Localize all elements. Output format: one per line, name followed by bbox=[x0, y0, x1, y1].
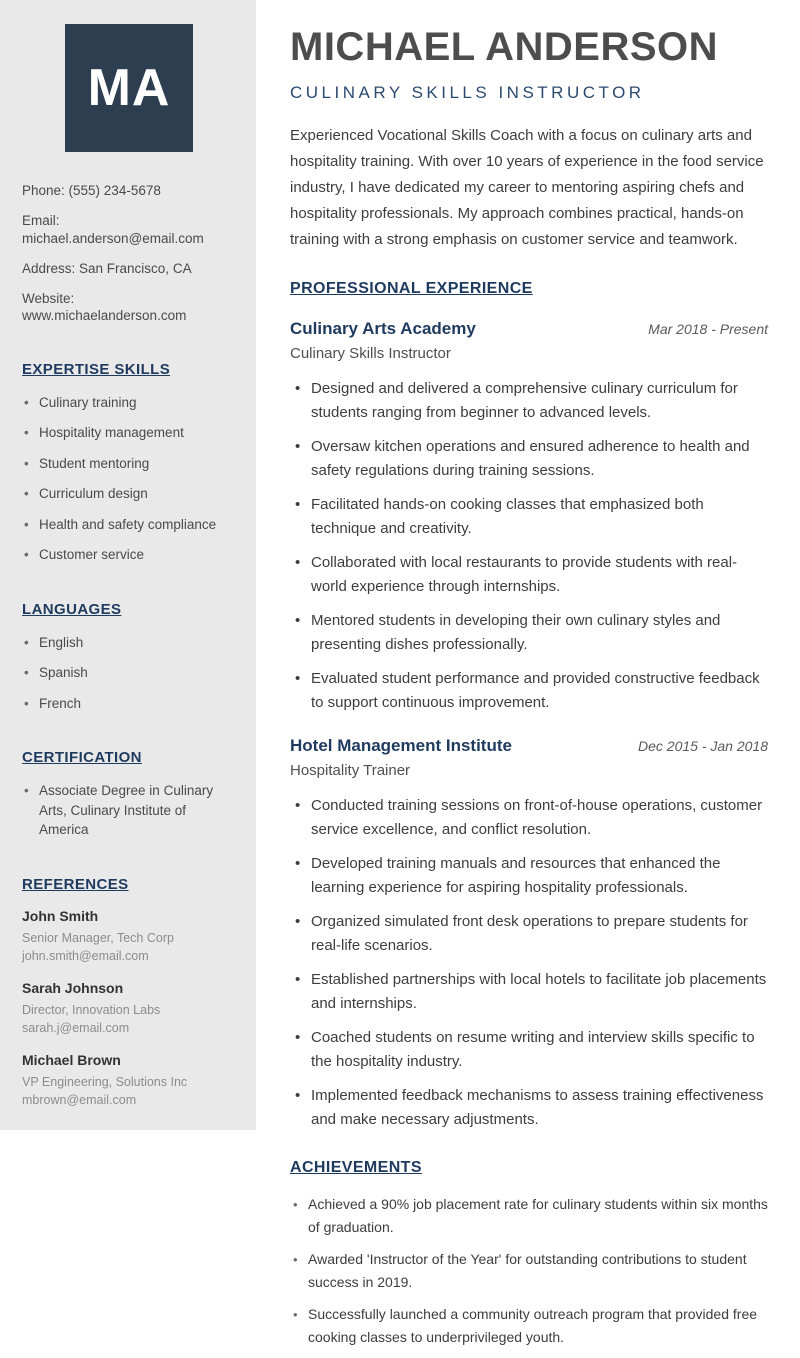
list-item: • English bbox=[22, 633, 236, 653]
achievement-item: • Achieved a 90% job placement rate for culinary students within six months of graduation. bbox=[290, 1193, 768, 1239]
expertise-skills-heading: EXPERTISE SKILLS bbox=[22, 360, 171, 378]
contact-address: Address: San Francisco, CA bbox=[22, 260, 192, 276]
reference-title: VP Engineering, Solutions Inc bbox=[22, 1074, 188, 1089]
list-item: • Customer service bbox=[22, 545, 236, 565]
job-role: Hospitality Trainer bbox=[290, 762, 411, 779]
achievements-list bbox=[290, 1193, 768, 1349]
languages-list bbox=[22, 633, 236, 714]
job-dates: Mar 2018 - Present bbox=[648, 321, 768, 337]
reference-name: Sarah Johnson bbox=[22, 979, 124, 996]
company-name: Hotel Management Institute bbox=[290, 736, 512, 755]
job-entry bbox=[290, 319, 768, 715]
section-expertise-skills bbox=[22, 361, 236, 565]
job-entry bbox=[290, 736, 768, 1132]
job-bullet: • Implemented feedback mechanisms to assess training effectiveness and make necessary adjustments. bbox=[290, 1084, 768, 1132]
list-item: • French bbox=[22, 694, 236, 714]
list-item: • Student mentoring bbox=[22, 454, 236, 474]
job-bullet: • Oversaw kitchen operations and ensured adherence to health and safety regulations during training sessions. bbox=[290, 435, 768, 483]
page-title: MICHAEL ANDERSON bbox=[290, 25, 719, 69]
main-content bbox=[290, 26, 768, 1358]
job-header bbox=[290, 319, 768, 339]
job-bullet: • Coached students on resume writing and interview skills specific to the hospitality industry. bbox=[290, 1026, 768, 1074]
achievements-heading: ACHIEVEMENTS bbox=[290, 1159, 422, 1176]
contact-phone: Phone: (555) 234-5678 bbox=[22, 183, 161, 198]
certification-heading: CERTIFICATION bbox=[22, 749, 142, 767]
job-bullet: • Facilitated hands-on cooking classes that emphasized both technique and creativity. bbox=[290, 493, 768, 541]
certification-list bbox=[22, 781, 236, 840]
expertise-skills-list bbox=[22, 393, 236, 565]
contact-email: Email: michael.anderson@email.com bbox=[22, 213, 204, 246]
list-item: • Culinary training bbox=[22, 393, 236, 413]
contact-info bbox=[22, 182, 236, 325]
achievement-item: • Awarded 'Instructor of the Year' for outstanding contributions to student success in 2019. bbox=[290, 1248, 768, 1294]
reference-name: Michael Brown bbox=[22, 1051, 121, 1068]
languages-heading: LANGUAGES bbox=[22, 600, 122, 618]
section-languages bbox=[22, 601, 236, 714]
list-item: • Associate Degree in Culinary Arts, Culinary Institute of America bbox=[22, 781, 236, 840]
reference-email: john.smith@email.com bbox=[22, 948, 149, 963]
summary-paragraph: Experienced Vocational Skills Coach with a focus on culinary arts and hospitality training. With over 10 years of experience in the food service industry, I have dedicated my career to mentoring aspiring chefs and hospitality professionals. My approach combines practical, hands-on training with a strong emphasis on customer service and teamwork. bbox=[290, 127, 764, 248]
job-bullet: • Mentored students in developing their own culinary styles and presenting dishes professionally. bbox=[290, 609, 768, 657]
list-item: • Spanish bbox=[22, 663, 236, 683]
contact-website: Website: www.michaelanderson.com bbox=[22, 290, 187, 324]
job-header bbox=[290, 736, 768, 756]
reference-title: Director, Innovation Labs bbox=[22, 1002, 161, 1017]
job-bullet: • Organized simulated front desk operations to prepare students for real-life scenarios. bbox=[290, 910, 768, 958]
list-item: • Health and safety compliance bbox=[22, 515, 236, 535]
section-certification bbox=[22, 749, 236, 840]
company-name: Culinary Arts Academy bbox=[290, 319, 476, 338]
achievement-item: • Successfully launched a community outreach program that provided free cooking classes to underprivileged youth. bbox=[290, 1303, 768, 1349]
reference-entry bbox=[22, 908, 236, 965]
job-bullet: • Developed training manuals and resources that enhanced the learning experience for aspiring hospitality professionals. bbox=[290, 852, 768, 900]
resume-subtitle: CULINARY SKILLS INSTRUCTOR bbox=[290, 83, 645, 102]
list-item: • Hospitality management bbox=[22, 423, 236, 443]
reference-email: sarah.j@email.com bbox=[22, 1020, 130, 1035]
reference-name: John Smith bbox=[22, 907, 99, 924]
reference-entry bbox=[22, 1052, 236, 1109]
job-bullet: • Designed and delivered a comprehensive culinary curriculum for students ranging from beginner to advanced levels. bbox=[290, 377, 768, 425]
avatar-initials: MA bbox=[87, 59, 171, 117]
job-bullet: • Established partnerships with local hotels to facilitate job placements and internships. bbox=[290, 968, 768, 1016]
sidebar bbox=[0, 0, 256, 1130]
section-references bbox=[22, 876, 236, 1109]
job-bullet: • Evaluated student performance and provided constructive feedback to support continuous improvement. bbox=[290, 667, 768, 715]
job-role: Culinary Skills Instructor bbox=[290, 345, 451, 362]
reference-title: Senior Manager, Tech Corp bbox=[22, 930, 174, 945]
reference-email: mbrown@email.com bbox=[22, 1092, 137, 1107]
professional-experience-heading: PROFESSIONAL EXPERIENCE bbox=[290, 280, 533, 297]
job-bullet: • Collaborated with local restaurants to provide students with real-world experience through internships. bbox=[290, 551, 768, 599]
references-heading: REFERENCES bbox=[22, 875, 129, 893]
reference-entry bbox=[22, 980, 236, 1037]
job-bullet-list bbox=[290, 794, 768, 1132]
list-item: • Curriculum design bbox=[22, 484, 236, 504]
avatar bbox=[65, 24, 193, 152]
job-dates: Dec 2015 - Jan 2018 bbox=[638, 738, 768, 754]
job-bullet-list bbox=[290, 377, 768, 715]
job-bullet: • Conducted training sessions on front-of-house operations, customer service excellence, and conflict resolution. bbox=[290, 794, 768, 842]
